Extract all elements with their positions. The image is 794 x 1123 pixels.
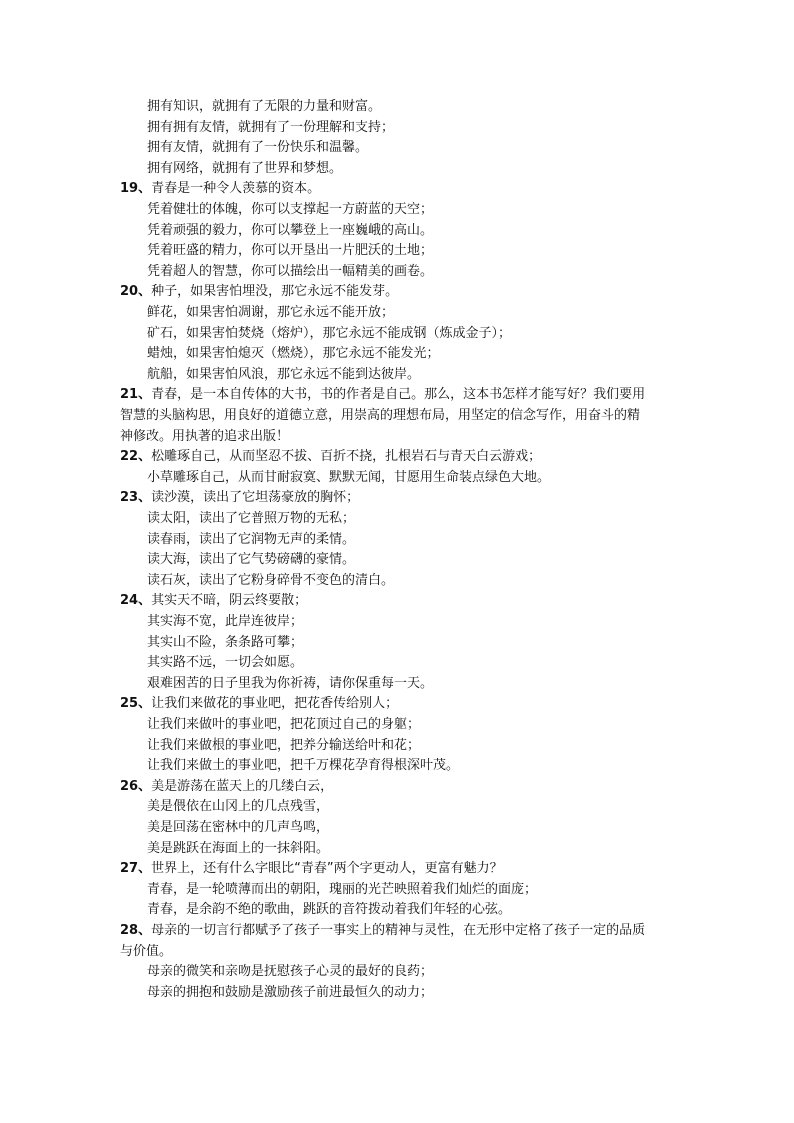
heading-text: 读沙漠，读出了它坦荡豪放的胸怀； — [151, 490, 360, 505]
item-number: 20、 — [120, 284, 152, 299]
text-line: 美是跳跃在海面上的一抹斜阳。 — [147, 841, 330, 856]
text-line: 母亲的拥抱和鼓励是激励孩子前进最恒久的动力； — [147, 985, 434, 1000]
paragraph-heading — [120, 447, 541, 467]
text-line: 读太阳，读出了它普照万物的无私； — [147, 511, 356, 526]
text-line: 读大海，读出了它气势磅礴的豪情。 — [147, 552, 356, 567]
heading-text: 世界上，还有什么字眼比“青春”两个字更动人，更富有魅力？ — [151, 861, 503, 876]
text-line: 母亲的微笑和亲吻是抚慰孩子心灵的最好的良药； — [147, 964, 434, 979]
text-line: 让我们来做叶的事业吧，把花顶过自己的身躯； — [147, 717, 421, 732]
text-line: 其实路不远，一切会如愿。 — [147, 655, 304, 670]
text-line: 美是偎依在山冈上的几点残雪， — [147, 799, 330, 814]
paragraph-heading — [120, 282, 398, 302]
text-line: 凭着旺盛的精力，你可以开垦出一片肥沃的土地； — [147, 243, 434, 258]
text-line: 小草雕琢自己，从而甘耐寂寞、默默无闻，甘愿用生命装点绿色大地。 — [147, 470, 551, 485]
text-line: 拥有知识，就拥有了无限的力量和财富。 — [147, 99, 382, 114]
text-line: 凭着健壮的体魄，你可以支撑起一方蔚蓝的天空； — [147, 202, 434, 217]
heading-text: 美是游荡在蓝天上的几缕白云， — [151, 779, 334, 794]
text-line: 拥有友情，就拥有了一份快乐和温馨。 — [147, 140, 369, 155]
heading-text: 其实天不暗，阴云终要散； — [151, 593, 308, 608]
heading-text: 让我们来做花的事业吧，把花香传给别人； — [151, 696, 399, 711]
text-line: 蜡烛，如果害怕熄灭（燃烧），那它永远不能发光； — [147, 346, 440, 361]
item-number: 26、 — [120, 779, 152, 794]
text-line: 其实山不险，条条路可攀； — [147, 635, 304, 650]
paragraph-heading — [120, 777, 333, 797]
text-line: 拥有网络，就拥有了世界和梦想。 — [147, 161, 343, 176]
paragraph-heading — [120, 859, 503, 879]
text-line: 拥有拥有友情，就拥有了一份理解和支持； — [147, 120, 395, 135]
heading-text: 青春，是一本自传体的大书，书的作者是自己。那么，这本书怎样才能写好？我们要用 — [151, 387, 646, 402]
text-line: 航船，如果害怕风浪，那它永远不能到达彼岸。 — [147, 367, 421, 382]
item-number: 21、 — [120, 387, 152, 402]
continuation-line: 智慧的头脑构思，用良好的道德立意，用崇高的理想布局，用坚定的信念写作，用奋斗的精 — [120, 408, 641, 423]
item-number: 22、 — [120, 449, 152, 464]
item-number: 27、 — [120, 861, 152, 876]
text-line: 凭着超人的智慧，你可以描绘出一幅精美的画卷。 — [147, 264, 434, 279]
text-line: 其实海不宽，此岸连彼岸； — [147, 614, 304, 629]
item-number: 19、 — [120, 181, 152, 196]
paragraph-heading — [120, 385, 645, 405]
item-number: 24、 — [120, 593, 152, 608]
heading-text: 松雕琢自己，从而坚忍不拔、百折不挠，扎根岩石与青天白云游戏； — [151, 449, 542, 464]
text-line: 让我们来做土的事业吧，把千万棵花孕育得根深叶茂。 — [147, 758, 460, 773]
text-line: 美是回荡在密林中的几声鸟鸣， — [147, 820, 330, 835]
paragraph-heading — [120, 179, 320, 199]
paragraph-heading — [120, 488, 359, 508]
heading-text: 青春是一种令人羡慕的资本。 — [151, 181, 321, 196]
text-line: 凭着顽强的毅力，你可以攀登上一座巍峨的高山。 — [147, 223, 434, 238]
paragraph-heading — [120, 591, 307, 611]
text-line: 青春，是余韵不绝的歌曲，跳跃的音符拨动着我们年轻的心弦。 — [147, 902, 512, 917]
heading-text: 种子，如果害怕埋没，那它永远不能发芽。 — [151, 284, 399, 299]
continuation-line: 与价值。 — [120, 944, 173, 959]
continuation-line: 神修改。用执著的追求出版！ — [120, 429, 290, 444]
text-line: 矿石，如果害怕焚烧（熔炉），那它永远不能成钢（炼成金子）； — [147, 326, 512, 341]
heading-text: 母亲的一切言行都赋予了孩子一事实上的精神与灵性，在无形中定格了孩子一定的品质 — [151, 923, 646, 938]
text-line: 读石灰，读出了它粉身碎骨不变色的清白。 — [147, 573, 395, 588]
item-number: 23、 — [120, 490, 152, 505]
item-number: 25、 — [120, 696, 152, 711]
text-line: 青春，是一轮喷薄而出的朝阳，瑰丽的光芒映照着我们灿烂的面庞； — [147, 882, 538, 897]
item-number: 28、 — [120, 923, 152, 938]
paragraph-heading — [120, 921, 645, 941]
text-line: 让我们来做根的事业吧，把养分输送给叶和花； — [147, 738, 421, 753]
text-line: 艰难困苦的日子里我为你祈祷，请你保重每一天。 — [147, 676, 434, 691]
paragraph-heading — [120, 694, 398, 714]
text-line: 鲜花，如果害怕凋谢，那它永远不能开放； — [147, 305, 395, 320]
text-line: 读春雨，读出了它润物无声的柔情。 — [147, 532, 356, 547]
